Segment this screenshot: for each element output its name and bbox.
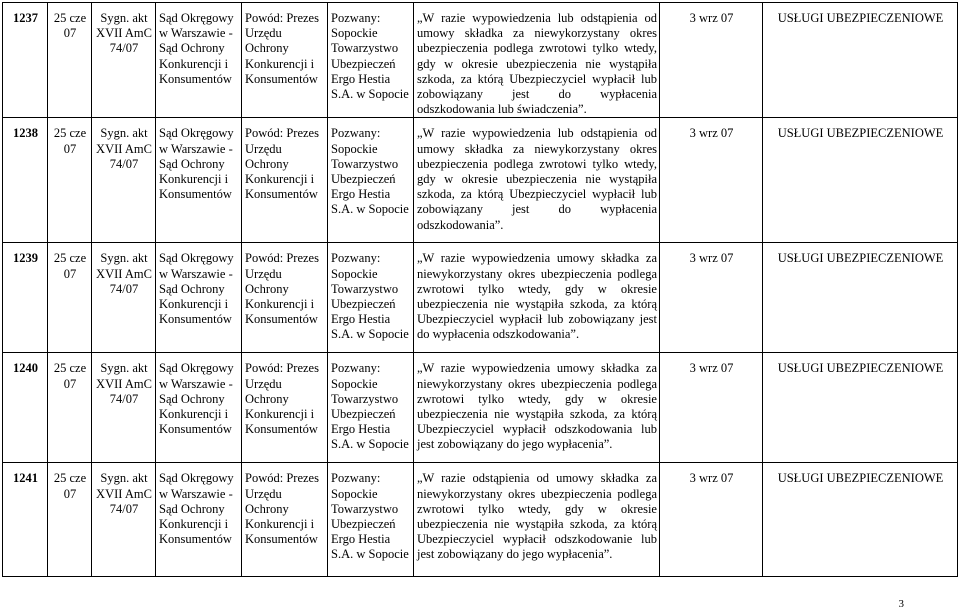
clause-text: „W razie wypowiedzenia umowy składka za niewykorzystany okres ubezpieczenia podlega zwrotowi tylko wtedy, gdy w okresie ubezpieczenia nie wystąpiła szkoda, za którą Ubezpieczyciel wypłacił lub zobowiązany jest do wypłacenia odszkodowania”. [414,243,660,353]
clause-text: „W razie wypowiedzenia umowy składka za niewykorzystany okres ubezpieczenia podlega zwrotowi tylko wtedy, gdy w okresie ubezpieczenia nie wystąpiła szkoda, za którą Ubezpieczyciel wypłacił odszkodowania lub jest zobowiązany do jego wypłacenia”. [414,353,660,463]
clause-text: „W razie odstąpienia od umowy składka za niewykorzystany okres ubezpieczenia podlega zwrotowi tylko wtedy, gdy w okresie ubezpieczenia nie wystąpiła szkoda, za którą Ubezpieczyciel wypłacił odszkodowanie lub jest zobowiązany do jego wypłacenia”. [414,463,660,577]
judgment-date: 25 cze 07 [48,243,92,353]
table-row [3,3,958,118]
entry-number: 1238 [3,118,48,243]
plaintiff: Powód: Prezes Urzędu Ochrony Konkurencji i Konsumentów [242,463,328,577]
judgment-date: 25 cze 07 [48,463,92,577]
entry-number: 1240 [3,353,48,463]
page-number: 3 [898,598,904,610]
defendant: Pozwany: Sopockie Towarzystwo Ubezpieczeń Ergo Hestia S.A. w Sopocie [328,463,414,577]
plaintiff: Powód: Prezes Urzędu Ochrony Konkurencji i Konsumentów [242,243,328,353]
judgment-date: 25 cze 07 [48,3,92,118]
table-row [3,463,958,577]
entry-date: 3 wrz 07 [660,353,763,463]
defendant: Pozwany: Sopockie Towarzystwo Ubezpieczeń Ergo Hestia S.A. w Sopocie [328,353,414,463]
case-signature: Sygn. akt XVII AmC 74/07 [92,243,156,353]
defendant: Pozwany: Sopockie Towarzystwo Ubezpieczeń Ergo Hestia S.A. w Sopocie [328,3,414,118]
court-name: Sąd Okręgowy w Warszawie - Sąd Ochrony Konkurencji i Konsumentów [156,353,242,463]
table-row [3,118,958,243]
court-name: Sąd Okręgowy w Warszawie - Sąd Ochrony Konkurencji i Konsumentów [156,118,242,243]
court-name: Sąd Okręgowy w Warszawie - Sąd Ochrony Konkurencji i Konsumentów [156,3,242,118]
clause-register-table [2,2,958,577]
category: USŁUGI UBEZPIECZENIOWE [763,243,958,353]
entry-date: 3 wrz 07 [660,3,763,118]
entry-date: 3 wrz 07 [660,463,763,577]
entry-date: 3 wrz 07 [660,118,763,243]
case-signature: Sygn. akt XVII AmC 74/07 [92,463,156,577]
category: USŁUGI UBEZPIECZENIOWE [763,353,958,463]
category: USŁUGI UBEZPIECZENIOWE [763,463,958,577]
entry-number: 1237 [3,3,48,118]
court-name: Sąd Okręgowy w Warszawie - Sąd Ochrony Konkurencji i Konsumentów [156,243,242,353]
plaintiff: Powód: Prezes Urzędu Ochrony Konkurencji i Konsumentów [242,353,328,463]
case-signature: Sygn. akt XVII AmC 74/07 [92,118,156,243]
clause-text: „W razie wypowiedzenia lub odstąpienia od umowy składka za niewykorzystany okres ubezpieczenia podlega zwrotowi tylko wtedy, gdy w okresie ubezpieczenia nie wystąpiła szkoda, za którą Ubezpieczyciel wypłacił lub zobowiązany jest do wypłacenia odszkodowania lub świadczenia”. [414,3,660,118]
entry-number: 1241 [3,463,48,577]
entry-number: 1239 [3,243,48,353]
table-row [3,353,958,463]
judgment-date: 25 cze 07 [48,353,92,463]
plaintiff: Powód: Prezes Urzędu Ochrony Konkurencji i Konsumentów [242,118,328,243]
category: USŁUGI UBEZPIECZENIOWE [763,3,958,118]
entry-date: 3 wrz 07 [660,243,763,353]
clause-text: „W razie wypowiedzenia lub odstąpienia od umowy składka za niewykorzystany okres ubezpieczenia podlega zwrotowi tylko wtedy, gdy w okresie ubezpieczenia nie wystąpiła szkoda, za którą Ubezpieczyciel wypłacił lub zobowiązany jest do wypłacenia odszkodowania”. [414,118,660,243]
category: USŁUGI UBEZPIECZENIOWE [763,118,958,243]
case-signature: Sygn. akt XVII AmC 74/07 [92,353,156,463]
case-signature: Sygn. akt XVII AmC 74/07 [92,3,156,118]
defendant: Pozwany: Sopockie Towarzystwo Ubezpieczeń Ergo Hestia S.A. w Sopocie [328,118,414,243]
defendant: Pozwany: Sopockie Towarzystwo Ubezpieczeń Ergo Hestia S.A. w Sopocie [328,243,414,353]
plaintiff: Powód: Prezes Urzędu Ochrony Konkurencji i Konsumentów [242,3,328,118]
court-name: Sąd Okręgowy w Warszawie - Sąd Ochrony Konkurencji i Konsumentów [156,463,242,577]
table-row [3,243,958,353]
judgment-date: 25 cze 07 [48,118,92,243]
